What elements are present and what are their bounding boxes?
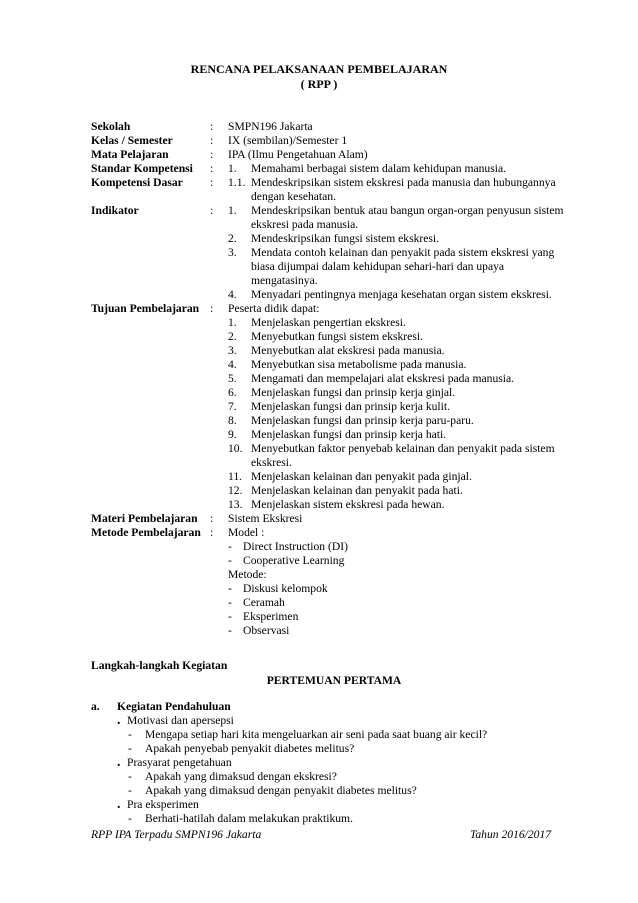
tujuan-text: Menjelaskan fungsi dan prinsip kerja paru-paru. [251,414,474,427]
bullet-title: Prasyarat pengetahuan [127,756,232,769]
sekolah-label: Sekolah [91,120,131,133]
footer-left: RPP IPA Terpadu SMPN196 Jakarta [91,828,262,841]
section-title: Kegiatan Pendahuluan [117,700,231,713]
mapel-label: Mata Pelajaran [91,148,169,161]
sub-dash: - [128,812,132,825]
tujuan-text: Menyebutkan fungsi sistem ekskresi. [251,330,423,343]
tujuan-num: 11. [228,470,243,483]
tujuan-text: Menyebutkan alat ekskresi pada manusia. [251,344,445,357]
tujuan-text: Menyebutkan faktor penyebab kelainan dan penyakit pada sistem [251,442,555,455]
tujuan-label: Tujuan Pembelajaran [91,302,200,315]
tujuan-text: Menjelaskan pengertian ekskresi. [251,316,406,329]
metode-item: Eksperimen [243,610,299,623]
materi-value: Sistem Ekskresi [228,512,303,525]
model-item: Cooperative Learning [243,554,345,567]
metode-sep: : [210,526,214,539]
tujuan-num: 5. [228,372,237,385]
sekolah-value: SMPN196 Jakarta [228,120,313,133]
sub-text: Mengapa setiap hari kita mengeluarkan air seni pada saat buang air kecil? [145,728,488,741]
indikator-text: Mendata contoh kelainan dan penyakit pada sistem ekskresi yang [251,246,555,259]
model-label: Model : [228,526,265,539]
metode-sub-label: Metode: [228,568,267,581]
indikator-text: ekskresi pada manusia. [251,218,359,231]
tujuan-num: 12. [228,484,243,497]
metode-dash: - [228,610,232,623]
indikator-sep: : [210,204,214,217]
indikator-num: 1. [228,204,237,217]
sk-sep: : [210,162,214,175]
bullet-title: Pra eksperimen [127,798,199,811]
tujuan-text: Menjelaskan sistem ekskresi pada hewan. [251,498,445,511]
tujuan-num: 8. [228,414,237,427]
bullet-icon: . [117,797,121,812]
metode-dash: - [228,596,232,609]
footer-right: Tahun 2016/2017 [470,828,552,841]
tujuan-num: 6. [228,386,237,399]
metode-dash: - [228,582,232,595]
mapel-sep: : [210,148,214,161]
indikator-text: biasa dijumpai dalam kehidupan sehari-hari dan upaya [251,260,505,273]
bullet-title: Motivasi dan apersepsi [127,714,234,727]
tujuan-num: 1. [228,316,237,329]
kd-value-line2: dengan kesehatan. [251,190,336,203]
kelas-value: IX (sembilan)/Semester 1 [228,134,348,147]
sub-text: Apakah yang dimaksud dengan penyakit diabetes melitus? [145,784,417,797]
model-dash: - [228,554,232,567]
bullet-icon: . [117,755,121,770]
metode-item: Ceramah [243,596,285,609]
sk-num: 1. [228,162,237,175]
indikator-label: Indikator [91,204,139,217]
tujuan-sep: : [210,302,214,315]
langkah-title: Langkah-langkah Kegiatan [91,659,228,672]
indikator-num: 2. [228,232,237,245]
materi-label: Materi Pembelajaran [91,512,198,525]
kelas-sep: : [210,134,214,147]
tujuan-text: Menjelaskan kelainan dan penyakit pada hati. [251,484,463,497]
metode-item: Observasi [243,624,290,637]
tujuan-num: 13. [228,498,243,511]
kd-num: 1.1. [228,176,246,189]
sekolah-sep: : [210,120,214,133]
tujuan-text: Menjelaskan fungsi dan prinsip kerja kulit. [251,400,450,413]
materi-sep: : [210,512,214,525]
sk-value: Memahami berbagai sistem dalam kehidupan manusia. [251,162,506,175]
indikator-text: Mendeskripsikan fungsi sistem ekskresi. [251,232,440,245]
metode-label: Metode Pembelajaran [91,526,201,539]
sub-text: Apakah yang dimaksud dengan ekskresi? [145,770,337,783]
kd-label: Kompetensi Dasar [91,176,183,189]
sub-text: Apakah penyebab penyakit diabetes melitus? [145,742,355,755]
tujuan-num: 7. [228,400,237,413]
tujuan-num: 2. [228,330,237,343]
model-dash: - [228,540,232,553]
indikator-text: Mendeskripsikan bentuk atau bangun organ-organ penyusun sistem [251,204,564,217]
model-item: Direct Instruction (DI) [243,540,348,553]
sub-dash: - [128,784,132,797]
indikator-num: 4. [228,288,237,301]
tujuan-num: 9. [228,428,237,441]
mapel-value: IPA (Ilmu Pengetahuan Alam) [228,148,368,161]
kd-value-line1: Mendeskripsikan sistem ekskresi pada manusia dan hubungannya [251,176,556,189]
tujuan-text: Menyebutkan sisa metabolisme pada manusia. [251,358,467,371]
tujuan-intro: Peserta didik dapat: [228,302,320,315]
tujuan-text: Menjelaskan kelainan dan penyakit pada ginjal. [251,470,472,483]
indikator-num: 3. [228,246,237,259]
tujuan-text: Mengamati dan mempelajari alat ekskresi pada manusia. [251,372,515,385]
document-subtitle: ( RPP ) [300,77,338,91]
sub-dash: - [128,742,132,755]
tujuan-text: Menjelaskan fungsi dan prinsip kerja ginjal. [251,386,456,399]
metode-item: Diskusi kelompok [243,582,328,595]
kelas-label: Kelas / Semester [91,134,173,147]
tujuan-num: 4. [228,358,237,371]
indikator-text: mengatasinya. [251,274,318,287]
tujuan-num: 3. [228,344,237,357]
section-letter: a. [91,700,100,713]
pertemuan-title: PERTEMUAN PERTAMA [266,674,402,687]
tujuan-text: Menjelaskan fungsi dan prinsip kerja hati. [251,428,447,441]
indikator-text: Menyadari pentingnya menjaga kesehatan organ sistem ekskresi. [251,288,552,301]
metode-dash: - [228,624,232,637]
sub-text: Berhati-hatilah dalam melakukan praktikum. [145,812,353,825]
sk-label: Standar Kompetensi [91,162,193,175]
document-title: RENCANA PELAKSANAAN PEMBELAJARAN [190,62,448,76]
bullet-icon: . [117,713,121,728]
tujuan-num: 10. [228,442,243,455]
sub-dash: - [128,770,132,783]
tujuan-text: ekskresi. [251,456,292,469]
kd-sep: : [210,176,214,189]
sub-dash: - [128,728,132,741]
